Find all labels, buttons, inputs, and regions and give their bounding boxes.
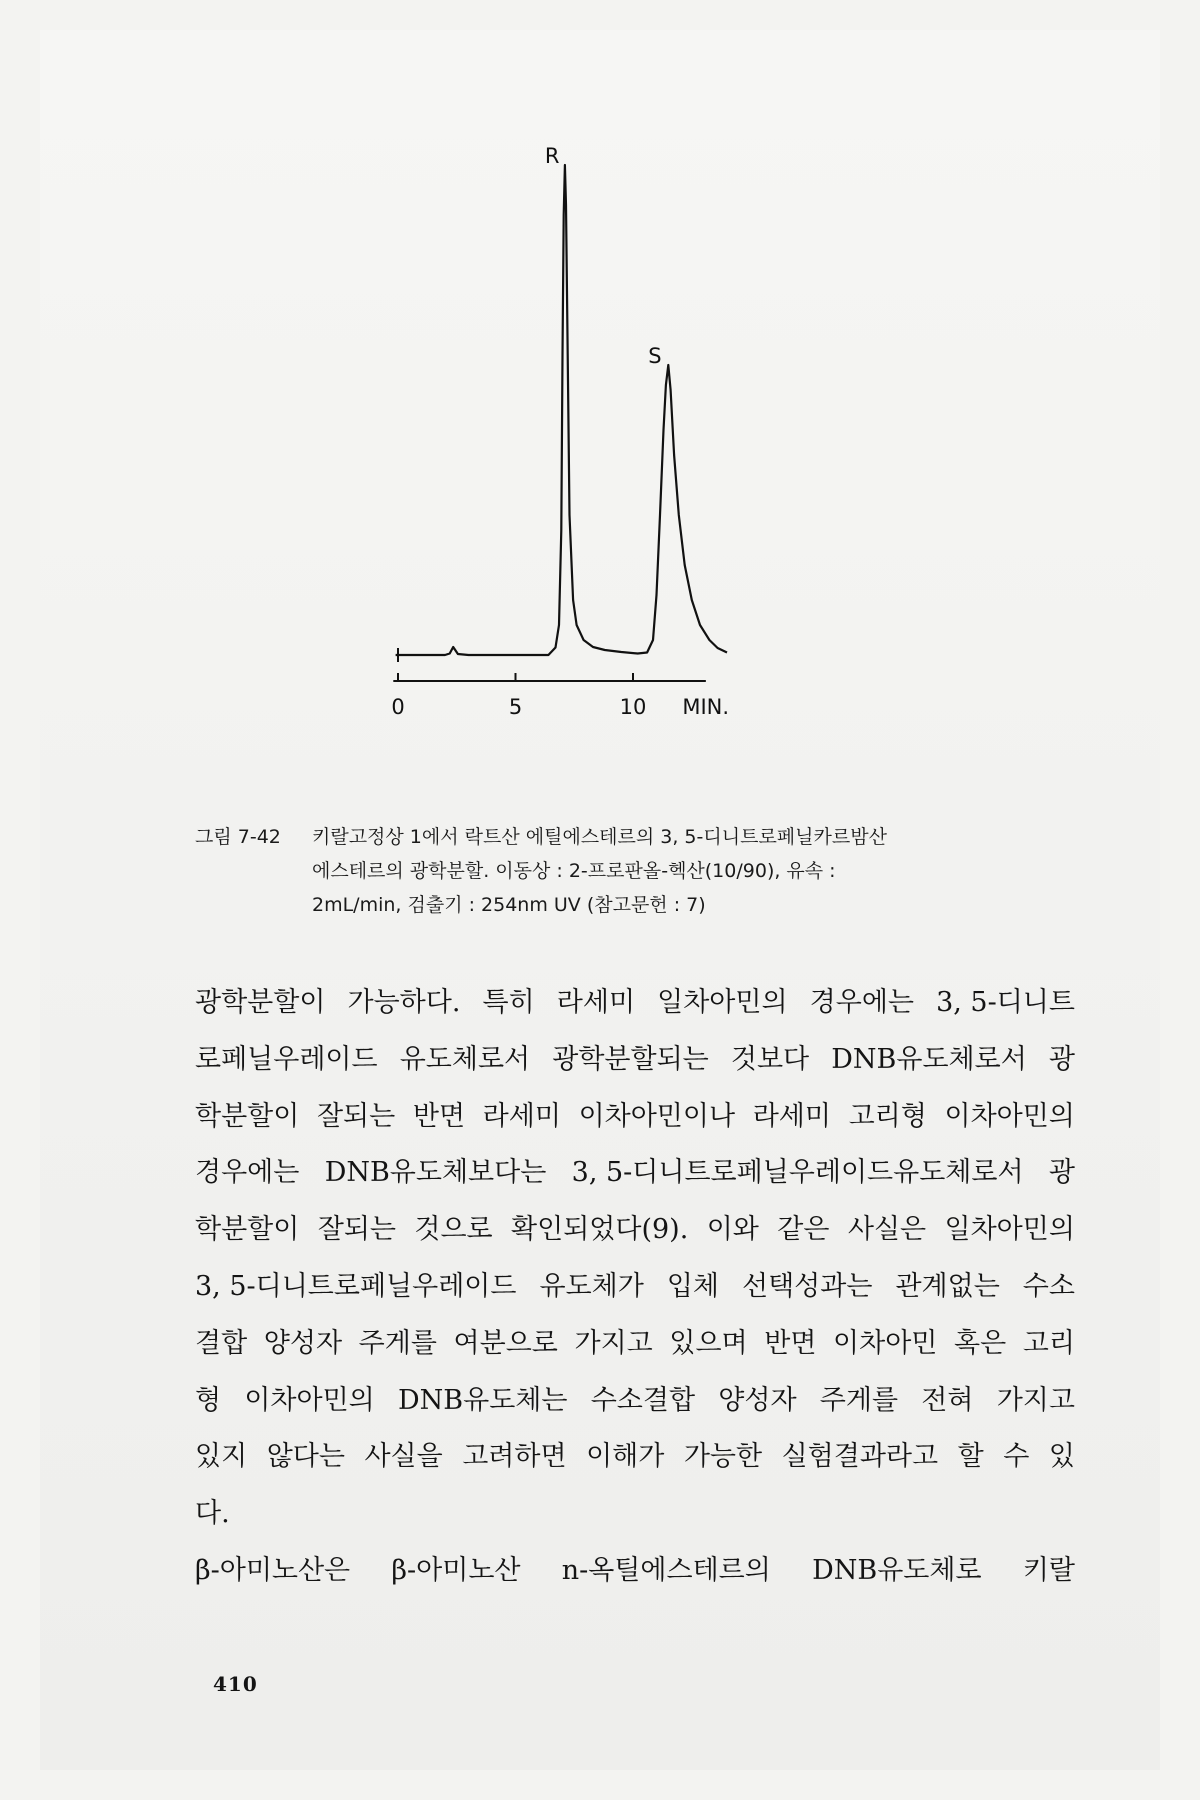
- word: 있: [1048, 1441, 1075, 1473]
- tick-label: 10: [619, 695, 647, 719]
- word: 이차아민의: [944, 1100, 1075, 1132]
- word: 유도체로서: [399, 1043, 531, 1075]
- figure-label: 그림 7-42: [195, 826, 281, 848]
- word: 경우에는: [195, 1157, 300, 1189]
- word: DNB유도체로: [812, 1554, 982, 1586]
- word: DNB유도체보다는: [324, 1157, 547, 1189]
- axis-unit-label: MIN.: [682, 695, 730, 719]
- word: 잘되는: [317, 1214, 396, 1246]
- word: 수: [1003, 1441, 1030, 1473]
- word: 고리형: [848, 1100, 927, 1132]
- word: 잘되는: [316, 1100, 396, 1132]
- word: 사실은: [847, 1214, 927, 1246]
- word: 학분할이: [195, 1214, 300, 1246]
- word: 것으로: [414, 1214, 493, 1246]
- word: 양성자: [263, 1327, 343, 1359]
- word: 특히: [482, 987, 535, 1018]
- word: 가지고: [574, 1327, 653, 1359]
- word: 키랄: [1022, 1554, 1075, 1586]
- word: DNB유도체로서: [831, 1043, 1027, 1075]
- word: 라세미: [482, 1100, 561, 1132]
- text-line: [195, 1543, 1075, 1600]
- word: 가지고: [996, 1384, 1075, 1416]
- text-line: [195, 1145, 1075, 1202]
- word: 선택성과는: [742, 1270, 873, 1302]
- word: 반면: [764, 1327, 817, 1359]
- word: 라세미: [752, 1100, 831, 1132]
- word: 할: [957, 1441, 984, 1473]
- text-line: [195, 1373, 1075, 1430]
- word: 광: [1048, 1157, 1075, 1189]
- text-line: [195, 975, 1075, 1032]
- word: 않다는: [266, 1441, 345, 1473]
- word: 결합: [195, 1327, 248, 1359]
- text-line: [195, 1259, 1075, 1316]
- caption-line: 에스테르의 광학분할. 이동상 : 2-프로판올-헥산(10/90), 유속 :: [312, 860, 836, 882]
- page-number: 410: [213, 1672, 258, 1696]
- text-line: [195, 1202, 1075, 1259]
- word: 고리: [1022, 1327, 1075, 1359]
- caption-line: 키랄고정상 1에서 락트산 에틸에스테르의 3, 5-디니트로페닐카르밤산: [312, 826, 887, 848]
- word: 있으며: [669, 1327, 748, 1359]
- chromatogram-trace: [396, 165, 727, 655]
- word: 수소: [1022, 1270, 1075, 1302]
- word: 것보다: [730, 1043, 810, 1075]
- word: 3, 5-디니트로페닐우레이드유도체로서: [571, 1157, 1024, 1189]
- word: 라세미: [556, 987, 636, 1018]
- word: 여분으로: [453, 1327, 558, 1359]
- word: 광: [1048, 1043, 1075, 1075]
- word: 3, 5-디니트: [936, 987, 1075, 1018]
- word: 있지: [195, 1441, 248, 1473]
- chromatogram-figure: [0, 0, 1200, 820]
- word: 양성자: [718, 1384, 797, 1416]
- word: 입체: [666, 1270, 719, 1302]
- text-line: [195, 1486, 1075, 1543]
- word: 경우에는: [809, 987, 914, 1018]
- word: 수소결합: [590, 1384, 696, 1416]
- word: 관계없는: [895, 1270, 1000, 1302]
- word: 형: [195, 1384, 222, 1416]
- word: 광학분할되는: [552, 1043, 709, 1075]
- word: 혹은: [954, 1327, 1007, 1359]
- word: 실험결과라고: [781, 1441, 939, 1473]
- word: n-옥틸에스테르의: [561, 1554, 771, 1586]
- tick-label: 0: [391, 695, 405, 719]
- word: 사실을: [364, 1441, 443, 1473]
- word: 같은: [777, 1214, 830, 1246]
- word: 고려하면: [462, 1441, 567, 1473]
- word: 이차아민의: [244, 1384, 375, 1416]
- word: 다.: [195, 1498, 230, 1530]
- word: 확인되었다(9).: [511, 1214, 689, 1246]
- body-text: [195, 975, 1075, 1600]
- word: 주게를: [819, 1384, 899, 1416]
- word: 이차아민이나: [578, 1100, 736, 1132]
- word: 반면: [412, 1100, 466, 1132]
- word: 일차아민의: [944, 1214, 1075, 1246]
- word: 로페닐우레이드: [195, 1043, 378, 1075]
- text-line: [195, 1089, 1075, 1146]
- text-line: [195, 1429, 1075, 1486]
- tick-label: 5: [508, 695, 523, 719]
- word: β-아미노산은: [195, 1554, 351, 1586]
- word: 광학분할이: [195, 987, 326, 1018]
- peak-label: R: [544, 144, 560, 168]
- word: 일차아민의: [657, 987, 788, 1018]
- word: 이차아민: [833, 1327, 938, 1359]
- word: 전혀: [921, 1384, 974, 1416]
- text-line: [195, 1316, 1075, 1373]
- word: 이해가: [586, 1441, 665, 1473]
- word: 3, 5-디니트로페닐우레이드: [195, 1270, 517, 1302]
- word: DNB유도체는: [398, 1384, 568, 1416]
- word: 주게를: [358, 1327, 437, 1359]
- word: 이와: [706, 1214, 759, 1246]
- peak-label: S: [648, 344, 662, 368]
- word: 가능한: [683, 1441, 763, 1473]
- word: 가능하다.: [347, 987, 461, 1018]
- word: β-아미노산: [391, 1554, 521, 1586]
- caption-line: 2mL/min, 검출기 : 254nm UV (참고문헌 : 7): [312, 894, 706, 916]
- word: 유도체가: [539, 1270, 644, 1302]
- text-line: [195, 1032, 1075, 1089]
- word: 학분할이: [195, 1100, 300, 1132]
